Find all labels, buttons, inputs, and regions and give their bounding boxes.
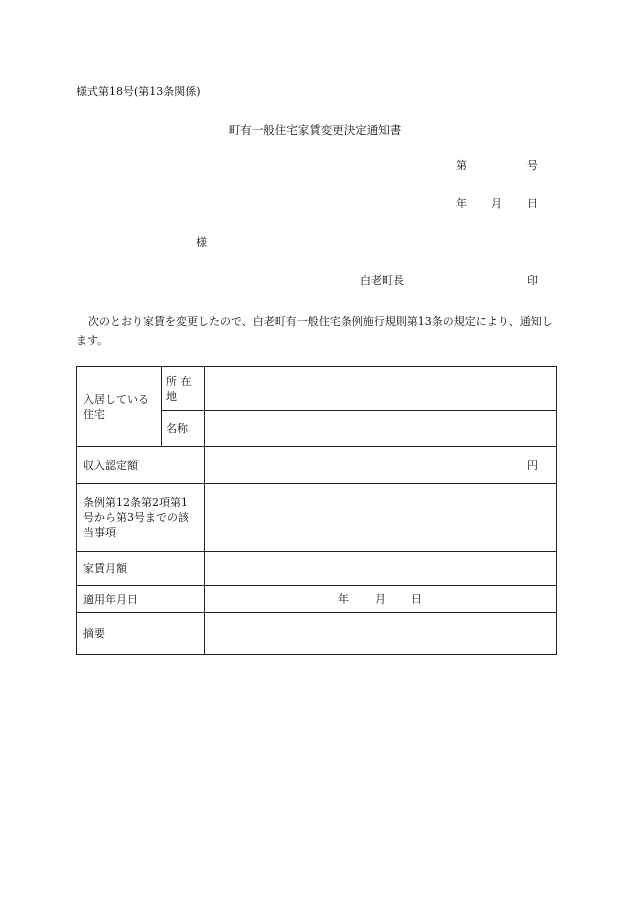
remarks-label: 摘要 <box>77 613 205 655</box>
income-unit[interactable]: 円 <box>205 447 557 484</box>
body-text: 次のとおり家賃を変更したので、白老町有一般住宅条例施行規則第13条の規定により、通知します。 <box>76 315 553 347</box>
sender-name: 白老町長 <box>360 274 404 287</box>
document-title: 町有一般住宅家賃変更決定通知書 <box>228 123 402 137</box>
applied-month: 月 <box>375 592 386 606</box>
applied-date-value[interactable] <box>205 586 557 613</box>
number-dai-label: 第 <box>456 159 467 172</box>
date-month-label: 月 <box>491 197 502 210</box>
resident-housing-label: 入居している住宅 <box>77 367 162 447</box>
rent-value[interactable] <box>205 552 557 586</box>
date-year-label: 年 <box>456 197 467 210</box>
addressee-suffix: 様 <box>196 236 207 249</box>
clause-value[interactable] <box>205 484 557 552</box>
applied-date-label: 適用年月日 <box>77 586 205 613</box>
rent-label: 家賃月額 <box>77 552 205 586</box>
location-label: 所 在 地 <box>162 367 205 411</box>
number-go-label: 号 <box>527 159 538 172</box>
remarks-value[interactable] <box>205 613 557 655</box>
applied-year: 年 <box>338 592 349 606</box>
name-value[interactable] <box>205 411 557 447</box>
seal-mark: 印 <box>527 274 538 287</box>
notice-table <box>76 366 557 655</box>
clause-label: 条例第12条第2項第1号から第3号までの該当事項 <box>77 484 205 552</box>
date-day-label: 日 <box>527 197 538 210</box>
income-label: 収入認定額 <box>77 447 205 484</box>
location-value[interactable] <box>205 367 557 411</box>
form-number: 様式第18号(第13条関係) <box>76 85 201 98</box>
applied-day: 日 <box>411 592 422 606</box>
name-label: 名称 <box>162 411 205 447</box>
